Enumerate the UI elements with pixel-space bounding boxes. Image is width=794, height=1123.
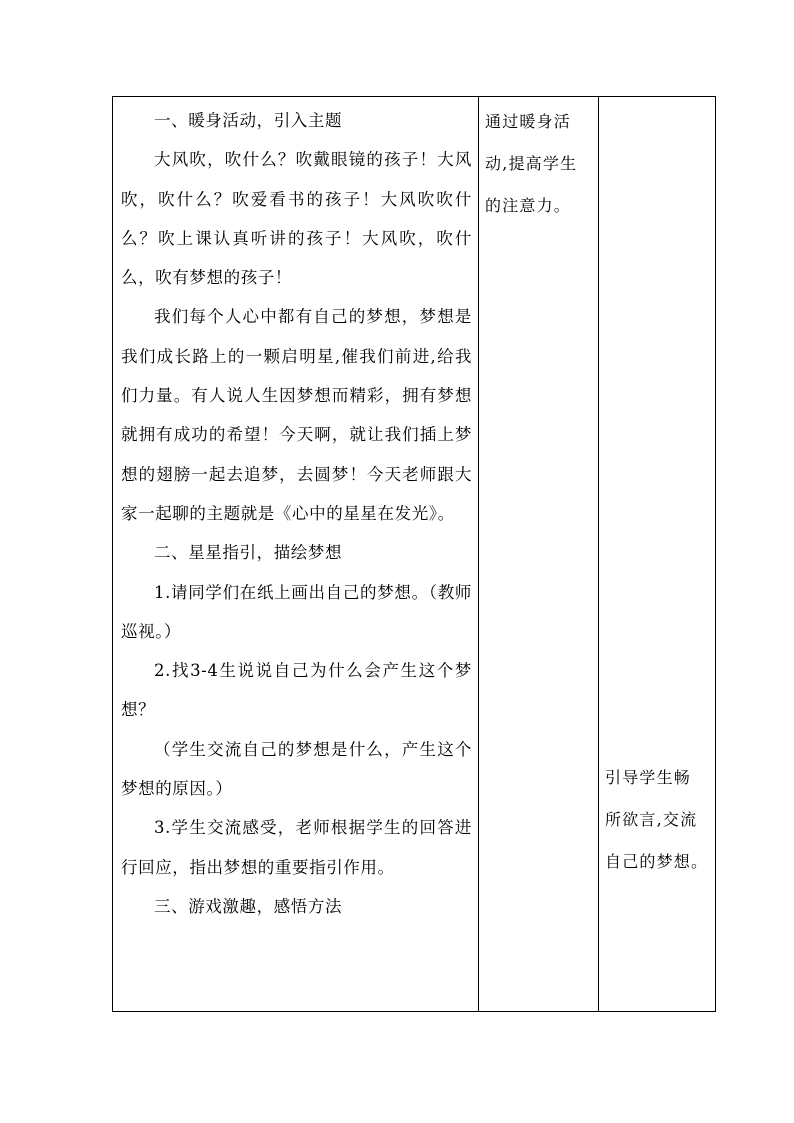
purpose-content [485,101,594,227]
step-explain-dream: 2.找3-4生说说自己为什么会产生这个梦想？ [121,661,472,720]
purpose-line: 通过暖身活 [485,112,572,131]
notes-line: 自己的梦想。 [605,852,709,871]
warmup-game-paragraph: 大风吹，吹什么？吹戴眼镜的孩子！大风吹，吹什么？吹爱看书的孩子！大风吹吹什么？吹上课认真听讲的孩子！大风吹，吹什么，吹有梦想的孩子！ [121,150,472,288]
step-draw-dream: 1.请同学们在纸上画出自己的梦想。（教师巡视。） [121,582,472,641]
lesson-table [112,96,716,1012]
purpose-line: 动,提高学生 [485,154,578,173]
section-heading-game: 三、游戏激趣，感悟方法 [154,896,343,916]
activity-column [113,97,479,1011]
section-heading-star-guide: 二、星星指引，描绘梦想 [154,543,343,563]
notes-line: 引导学生畅 [605,768,692,787]
dream-intro-paragraph: 我们每个人心中都有自己的梦想，梦想是我们成长路上的一颗启明星,催我们前进,给我们力量。有人说人生因梦想而精彩，拥有梦想就拥有成功的希望！今天啊，就让我们插上梦想的翅膀一起去追梦，去圆梦！今天老师跟大家一起聊的主题就是《心中的星星在发光》。 [121,307,472,523]
student-exchange-note: （学生交流自己的梦想是什么，产生这个梦想的原因。） [121,739,472,799]
notes-column [599,97,717,1011]
section-heading-warmup: 一、暖身活动，引入主题 [154,111,343,130]
purpose-column [479,97,599,1011]
notes-line: 所欲言,交流 [605,810,698,829]
purpose-line: 的注意力。 [485,196,572,215]
activity-content [113,101,478,926]
step-share-feelings: 3.学生交流感受，老师根据学生的回答进行回应，指出梦想的重要指引作用。 [121,818,472,877]
notes-content [605,757,713,883]
